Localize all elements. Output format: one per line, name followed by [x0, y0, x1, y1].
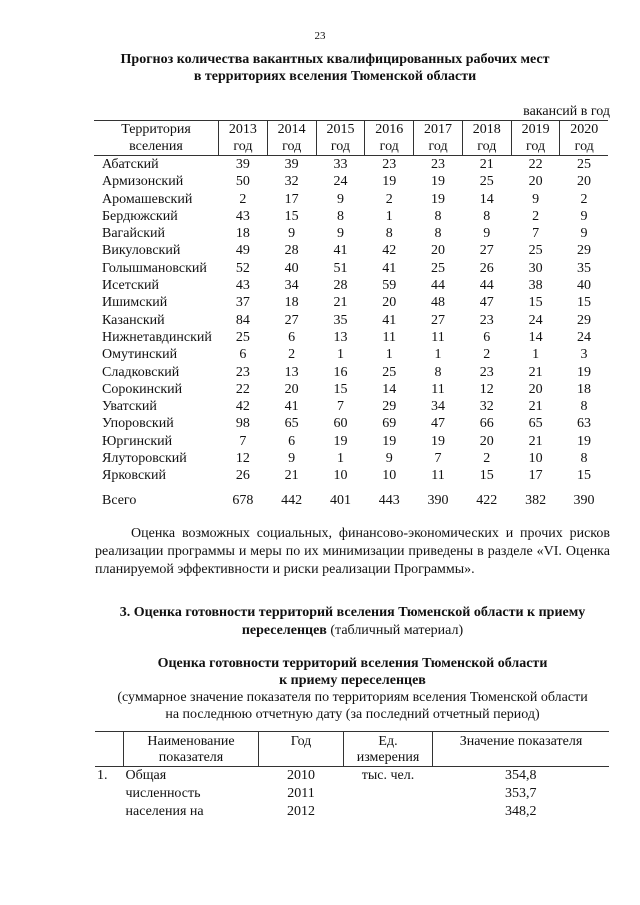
indicator-year: 2010	[287, 768, 315, 783]
vacancy-value: 10	[333, 468, 348, 484]
territory-name: Сорокинский	[102, 381, 183, 397]
vacancy-value: 13	[333, 329, 348, 345]
header-year-suffix: год	[560, 138, 608, 156]
vacancy-value: 29	[576, 312, 591, 328]
vacancy-value: 8	[434, 226, 442, 242]
total-row	[94, 485, 608, 509]
vacancy-value: 23	[479, 312, 494, 328]
territory-name: Ярковский	[102, 468, 166, 484]
vacancy-value: 13	[284, 364, 299, 380]
vacancy-value: 23	[431, 157, 446, 172]
table-row	[94, 346, 608, 363]
vacancy-value: 25	[431, 260, 446, 276]
vacancy-value: 37	[235, 295, 250, 311]
vacancy-value: 9	[580, 226, 588, 242]
vacancy-value: 19	[576, 364, 591, 380]
vacancy-value: 43	[235, 208, 250, 224]
risk-paragraph: Оценка возможных социальных, финансово-экономических и прочих рисков реализации программы и меры по их минимизации приведены в разделе «VI. Оценка планируемой эффективности и риски реализации Программы».	[95, 526, 610, 577]
territory-name: Казанский	[102, 312, 165, 328]
vacancy-value: 401	[329, 492, 351, 508]
vacancy-value: 32	[284, 174, 299, 190]
table-row	[94, 364, 608, 381]
vacancy-value: 34	[284, 278, 299, 294]
header-year: 2015	[316, 121, 365, 139]
vacancy-value: 678	[232, 492, 254, 508]
units-label: вакансий в год	[523, 104, 610, 119]
vacancy-value: 14	[528, 329, 543, 345]
vacancy-value: 18	[235, 226, 250, 242]
vacancy-value: 20	[284, 381, 299, 397]
vacancy-value: 1	[385, 347, 393, 363]
vacancy-value: 15	[333, 381, 348, 397]
table-row	[94, 433, 608, 450]
table-row	[94, 329, 608, 346]
header-value: Значение показателя	[433, 732, 610, 767]
vacancy-value: 2	[239, 191, 247, 207]
indicator-year: 2012	[287, 804, 315, 819]
header-indicator-name-line1: Наименование	[147, 734, 235, 749]
header-year: Год	[259, 732, 344, 767]
vacancy-value: 52	[235, 260, 250, 276]
indicator-name-line: численность	[125, 786, 201, 801]
page-number: 23	[314, 30, 326, 42]
header-year: 2013	[219, 121, 268, 139]
vacancy-value: 8	[580, 451, 588, 467]
vacancy-value: 9	[483, 226, 491, 242]
vacancy-value: 26	[235, 468, 250, 484]
vacancy-value: 41	[382, 260, 397, 276]
header-year: 2019	[511, 121, 560, 139]
vacancy-value: 29	[382, 399, 397, 415]
table-title	[80, 51, 590, 85]
vacancies-table	[94, 120, 608, 509]
vacancy-value: 7	[532, 226, 540, 242]
vacancy-value: 6	[239, 347, 247, 363]
header-territory-line1: Территория	[121, 122, 191, 137]
header-year: 2020	[560, 121, 608, 139]
vacancy-value: 63	[576, 416, 591, 432]
vacancy-value: 1	[336, 451, 344, 467]
vacancy-value: 10	[382, 468, 397, 484]
vacancies-table-body	[94, 156, 608, 509]
indicator-value: 353,7	[505, 786, 537, 801]
vacancy-value: 9	[336, 191, 344, 207]
vacancy-value: 39	[235, 157, 250, 172]
vacancy-value: 38	[528, 278, 543, 294]
vacancy-value: 20	[431, 243, 446, 259]
vacancy-value: 24	[576, 329, 591, 345]
header-year-suffix: год	[414, 138, 463, 156]
vacancy-value: 3	[580, 347, 588, 363]
table-row	[94, 277, 608, 294]
vacancy-value: 23	[479, 364, 494, 380]
vacancy-value: 41	[284, 399, 299, 415]
table-row	[94, 415, 608, 432]
vacancy-value: 1	[434, 347, 442, 363]
vacancy-value: 12	[235, 451, 250, 467]
territory-name: Сладковский	[102, 364, 180, 380]
table-row	[94, 398, 608, 415]
vacancy-value: 41	[382, 312, 397, 328]
vacancy-value: 19	[431, 191, 446, 207]
table-row	[94, 191, 608, 208]
header-year: 2018	[462, 121, 511, 139]
header-indicator-name	[124, 732, 259, 767]
vacancy-value: 2	[532, 208, 540, 224]
vacancy-value: 25	[479, 174, 494, 190]
header-year: 2016	[365, 121, 414, 139]
indicator-unit: тыс. чел.	[361, 768, 415, 783]
vacancy-value: 390	[427, 492, 449, 508]
vacancy-value: 24	[528, 312, 543, 328]
vacancy-value: 40	[284, 260, 299, 276]
territory-name: Упоровский	[102, 416, 174, 432]
header-number	[95, 732, 124, 767]
header-year: 2017	[414, 121, 463, 139]
section-3-heading-bold: 3. Оценка готовности территорий вселения Тюменской области к приему переселенцев	[119, 605, 586, 638]
indicator-name	[124, 767, 259, 822]
vacancy-value: 8	[434, 208, 442, 224]
vacancy-value: 7	[336, 399, 344, 415]
vacancy-value: 49	[235, 243, 250, 259]
table-title-line1: Прогноз количества вакантных квалифицированных рабочих мест	[120, 52, 550, 67]
vacancy-value: 18	[576, 381, 591, 397]
vacancy-value: 11	[382, 329, 396, 345]
header-unit-line1: Ед.	[378, 734, 398, 749]
indicator-years	[259, 767, 344, 822]
vacancy-value: 44	[431, 278, 446, 294]
vacancy-value: 6	[288, 329, 296, 345]
indicator-name-line: Общая	[125, 768, 167, 783]
vacancy-value: 17	[528, 468, 543, 484]
territory-name: Аромашевский	[102, 191, 193, 207]
table-row	[94, 173, 608, 190]
vacancy-value: 84	[235, 312, 250, 328]
vacancy-value: 11	[431, 329, 445, 345]
vacancy-value: 59	[382, 278, 397, 294]
readiness-title-line1: Оценка готовности территорий вселения Тюменской области	[157, 656, 548, 671]
vacancy-value: 422	[476, 492, 498, 508]
section-3-heading	[95, 604, 610, 640]
vacancy-value: 69	[382, 416, 397, 432]
vacancy-value: 21	[528, 364, 543, 380]
vacancy-value: 19	[333, 433, 348, 449]
table-row	[94, 450, 608, 467]
header-indicator-name-line2: показателя	[158, 750, 224, 765]
vacancy-value: 48	[431, 295, 446, 311]
vacancy-value: 19	[382, 433, 397, 449]
vacancy-value: 11	[431, 381, 445, 397]
vacancy-value: 47	[479, 295, 494, 311]
header-year-suffix: год	[365, 138, 414, 156]
vacancy-value: 24	[333, 174, 348, 190]
header-year: 2014	[267, 121, 316, 139]
vacancy-value: 27	[284, 312, 299, 328]
vacancy-value: 65	[528, 416, 543, 432]
indicator-value: 354,8	[505, 768, 537, 783]
header-year-suffix: год	[462, 138, 511, 156]
vacancy-value: 9	[385, 451, 393, 467]
vacancy-value: 32	[479, 399, 494, 415]
table-row	[95, 767, 609, 822]
readiness-title-line2: к приему переселенцев	[279, 673, 426, 688]
vacancy-value: 1	[532, 347, 540, 363]
vacancy-value: 15	[479, 468, 494, 484]
vacancy-value: 25	[576, 157, 591, 172]
readiness-subtitle	[95, 689, 610, 723]
vacancy-value: 20	[576, 174, 591, 190]
vacancy-value: 9	[580, 208, 588, 224]
vacancy-value: 16	[333, 364, 348, 380]
vacancy-value: 44	[479, 278, 494, 294]
readiness-table	[95, 731, 609, 821]
vacancy-value: 9	[336, 226, 344, 242]
vacancy-value: 20	[479, 433, 494, 449]
vacancy-value: 40	[576, 278, 591, 294]
vacancy-value: 25	[235, 329, 250, 345]
readiness-subtitle-line2: на последнюю отчетную дату (за последний отчетный период)	[165, 707, 540, 722]
territory-name: Голышмановский	[102, 260, 207, 276]
vacancy-value: 35	[333, 312, 348, 328]
vacancy-value: 19	[431, 433, 446, 449]
vacancy-value: 19	[382, 174, 397, 190]
territory-name: Абатский	[102, 157, 159, 172]
vacancy-value: 15	[576, 468, 591, 484]
territory-name: Ишимский	[102, 295, 168, 311]
section-3-heading-note: (табличный материал)	[326, 623, 464, 638]
territory-name: Нижнетавдинский	[102, 329, 212, 345]
vacancy-value: 7	[239, 433, 247, 449]
vacancy-value: 41	[333, 243, 348, 259]
table-row	[94, 156, 608, 174]
territory-name: Бердюжский	[102, 208, 178, 224]
territory-name: Викуловский	[102, 243, 181, 259]
indicator-year: 2011	[287, 786, 315, 801]
vacancy-value: 20	[528, 381, 543, 397]
table-title-line2: в территориях вселения Тюменской области	[193, 69, 477, 84]
header-year-suffix: год	[219, 138, 268, 156]
vacancy-value: 47	[431, 416, 446, 432]
vacancy-value: 20	[382, 295, 397, 311]
header-unit	[344, 732, 433, 767]
vacancy-value: 18	[284, 295, 299, 311]
vacancy-value: 2	[580, 191, 588, 207]
vacancy-value: 27	[431, 312, 446, 328]
vacancy-value: 26	[479, 260, 494, 276]
table-row	[94, 312, 608, 329]
vacancy-value: 25	[528, 243, 543, 259]
vacancy-value: 21	[528, 399, 543, 415]
vacancy-value: 39	[284, 157, 299, 172]
vacancy-value: 1	[336, 347, 344, 363]
vacancy-value: 11	[431, 468, 445, 484]
table-row	[94, 225, 608, 242]
vacancy-value: 29	[576, 243, 591, 259]
vacancy-value: 28	[284, 243, 299, 259]
territory-name: Юргинский	[102, 433, 173, 449]
vacancy-value: 22	[235, 381, 250, 397]
vacancy-value: 8	[434, 364, 442, 380]
vacancy-value: 12	[479, 381, 494, 397]
vacancy-value: 2	[483, 347, 491, 363]
indicator-name-line: населения на	[125, 804, 204, 819]
territory-name: Исетский	[102, 278, 159, 294]
vacancy-value: 35	[576, 260, 591, 276]
vacancy-value: 23	[235, 364, 250, 380]
vacancy-value: 30	[528, 260, 543, 276]
vacancy-value: 21	[333, 295, 348, 311]
vacancy-value: 25	[382, 364, 397, 380]
vacancy-value: 8	[385, 226, 393, 242]
vacancy-value: 20	[528, 174, 543, 190]
indicator-values	[433, 767, 610, 822]
table-row	[94, 381, 608, 398]
indicator-value: 348,2	[505, 804, 537, 819]
table-row	[94, 242, 608, 259]
table-row	[94, 208, 608, 225]
vacancy-value: 6	[288, 433, 296, 449]
vacancy-value: 17	[284, 191, 299, 207]
header-year-suffix: год	[316, 138, 365, 156]
vacancy-value: 42	[235, 399, 250, 415]
vacancy-value: 51	[333, 260, 348, 276]
vacancy-value: 9	[288, 451, 296, 467]
vacancy-value: 27	[479, 243, 494, 259]
table-row	[94, 260, 608, 277]
vacancy-value: 8	[580, 399, 588, 415]
header-unit-line2: измерения	[356, 750, 420, 765]
row-number: 1.	[97, 768, 108, 783]
vacancy-value: 14	[382, 381, 397, 397]
vacancy-value: 28	[333, 278, 348, 294]
table-row	[94, 467, 608, 484]
territory-name: Ялуторовский	[102, 451, 187, 467]
vacancy-value: 21	[284, 468, 299, 484]
header-year-suffix: год	[511, 138, 560, 156]
vacancy-value: 1	[385, 208, 393, 224]
readiness-title	[95, 655, 610, 689]
vacancy-value: 443	[378, 492, 400, 508]
vacancy-value: 42	[382, 243, 397, 259]
vacancy-value: 2	[385, 191, 393, 207]
vacancy-value: 8	[483, 208, 491, 224]
vacancy-value: 98	[235, 416, 250, 432]
vacancy-value: 9	[532, 191, 540, 207]
table-row	[94, 294, 608, 311]
vacancy-value: 19	[576, 433, 591, 449]
territory-name: Армизонский	[102, 174, 184, 190]
territory-name: Уватский	[102, 399, 157, 415]
vacancy-value: 14	[479, 191, 494, 207]
vacancy-value: 50	[235, 174, 250, 190]
vacancy-value: 15	[528, 295, 543, 311]
header-year-suffix: год	[267, 138, 316, 156]
header-territory-line2: вселения	[94, 138, 219, 156]
vacancy-value: 15	[576, 295, 591, 311]
territory-name: Всего	[102, 492, 137, 508]
readiness-subtitle-line1: (суммарное значение показателя по территориям вселения Тюменской области	[117, 690, 588, 705]
territory-name: Вагайский	[102, 226, 165, 242]
vacancy-value: 2	[483, 451, 491, 467]
vacancy-value: 19	[431, 174, 446, 190]
vacancy-value: 7	[434, 451, 442, 467]
vacancy-value: 21	[528, 433, 543, 449]
vacancy-value: 390	[573, 492, 595, 508]
vacancy-value: 2	[288, 347, 296, 363]
vacancy-value: 9	[288, 226, 296, 242]
vacancy-value: 34	[431, 399, 446, 415]
vacancy-value: 66	[479, 416, 494, 432]
vacancy-value: 22	[528, 157, 543, 172]
vacancy-value: 43	[235, 278, 250, 294]
vacancy-value: 8	[336, 208, 344, 224]
vacancy-value: 65	[284, 416, 299, 432]
vacancy-value: 442	[281, 492, 303, 508]
vacancy-value: 382	[525, 492, 547, 508]
vacancy-value: 23	[382, 157, 397, 172]
vacancy-value: 21	[479, 157, 494, 172]
vacancy-value: 60	[333, 416, 348, 432]
territory-name: Омутинский	[102, 347, 178, 363]
vacancy-value: 10	[528, 451, 543, 467]
vacancy-value: 33	[333, 157, 348, 172]
vacancy-value: 6	[483, 329, 491, 345]
vacancy-value: 15	[284, 208, 299, 224]
